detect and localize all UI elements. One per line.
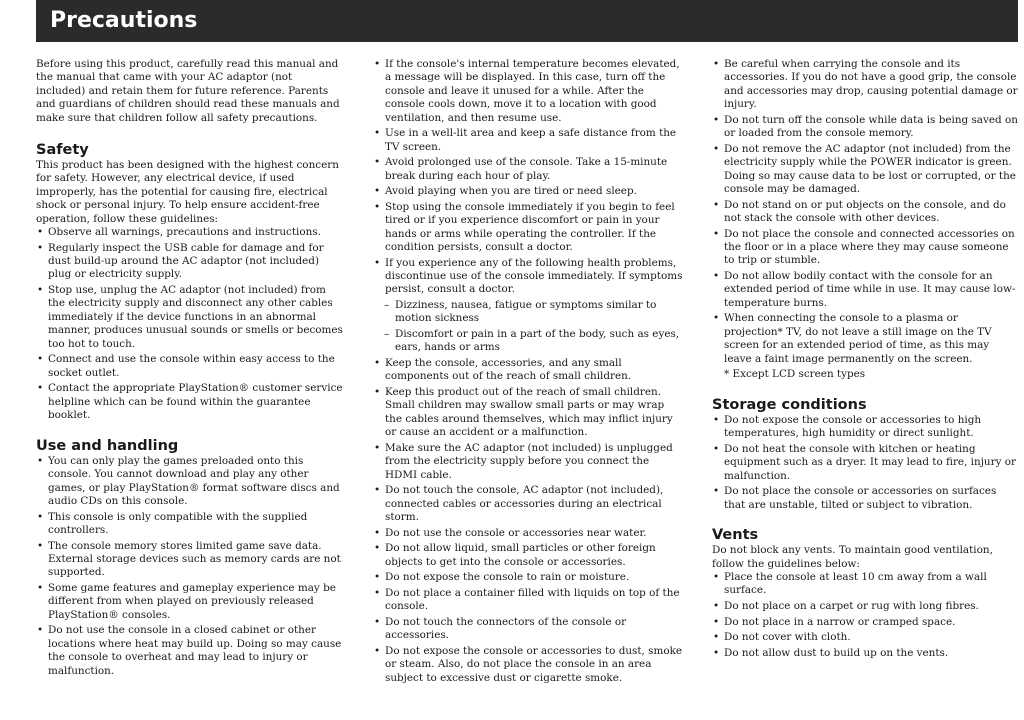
list-item: • Do not use the console in a closed cabinet or other locations where heat may build up. Doing so may cause the console to overheat and may lead to injury or malfunction. xyxy=(36,624,344,678)
use-handling-heading: Use and handling xyxy=(36,437,179,454)
vents-heading: Vents xyxy=(712,527,759,544)
storage-heading: Storage conditions xyxy=(712,396,867,413)
page-title: Precautions xyxy=(36,0,1018,42)
list-item: • Do not place a container filled with liquids on top of the console. xyxy=(373,587,684,614)
list-item: • Keep this product out of the reach of small children. Small children may swallow small parts or may wrap the cables around themselves, which may inflict injury or cause an accident or a malfunction. xyxy=(373,386,684,440)
list-item: • Do not expose the console or accessories to high temperatures, high humidity or direct sunlight. xyxy=(712,414,1018,441)
sub-list-item: – Discomfort or pain in a part of the body, such as eyes, ears, hands or arms xyxy=(373,328,684,355)
footnote: * Except LCD screen types xyxy=(724,368,866,381)
list-item: • Do not allow bodily contact with the console for an extended period of time while in use. It may cause low-temperature burns. xyxy=(712,270,1018,310)
list-item: • Do not place the console or accessories on surfaces that are unstable, tilted or subject to vibration. xyxy=(712,485,1018,512)
list-item: • Avoid prolonged use of the console. Take a 15-minute break during each hour of play. xyxy=(373,156,684,183)
list-item: • Do not remove the AC adaptor (not included) from the electricity supply while the POWER indicator is green. Doing so may cause data to be lost or corrupted, or the console may be damaged. xyxy=(712,143,1018,197)
list-item: • Place the console at least 10 cm away from a wall surface. xyxy=(712,571,1018,598)
list-item: • This console is only compatible with the supplied controllers. xyxy=(36,511,344,538)
list-item: • Do not stand on or put objects on the console, and do not stack the console with other devices. xyxy=(712,199,1018,226)
column-2 xyxy=(373,58,684,687)
list-item: • You can only play the games preloaded onto this console. You cannot download and play any other games, or play PlayStation® format software discs and audio CDs on this console. xyxy=(36,455,344,509)
storage-list xyxy=(712,414,1018,512)
list-item: • Make sure the AC adaptor (not included) is unplugged from the electricity supply before you connect the HDMI cable. xyxy=(373,442,684,482)
list-item: • Do not expose the console or accessories to dust, smoke or steam. Also, do not place the console in an area subject to excessive dust or cigarette smoke. xyxy=(373,645,684,685)
list-item: • Regularly inspect the USB cable for damage and for dust build-up around the AC adaptor (not included) plug or electricity supply. xyxy=(36,242,344,282)
list-item: • Do not place the console and connected accessories on the floor or in a place where they may cause someone to trip or stumble. xyxy=(712,228,1018,268)
list-item: • Do not use the console or accessories near water. xyxy=(373,527,684,540)
list-item: • Connect and use the console within easy access to the socket outlet. xyxy=(36,353,344,380)
list-item: • Stop using the console immediately if you begin to feel tired or if you experience discomfort or pain in your hands or arms while operating the controller. If the condition persists, consult a doctor. xyxy=(373,201,684,255)
column-3 xyxy=(712,58,1018,662)
use-handling-list xyxy=(36,455,344,678)
list-item: • Be careful when carrying the console and its accessories. If you do not have a good grip, the console and accessories may drop, causing potential damage or injury. xyxy=(712,58,1018,112)
list-item: • Do not allow dust to build up on the vents. xyxy=(712,647,1018,660)
vents-list xyxy=(712,571,1018,660)
list-item: • Some game features and gameplay experience may be different from when played on previously released PlayStation® consoles. xyxy=(36,582,344,622)
intro-paragraph: Before using this product, carefully read this manual and the manual that came with your AC adaptor (not included) and retain them for future reference. Parents and guardians of children should read these manuals and make sure that children follow all safety precautions. xyxy=(36,58,340,124)
list-item: • When connecting the console to a plasma or projection* TV, do not leave a still image on the TV screen for an extended period of time, as this may leave a faint image permanently on the screen. xyxy=(712,312,1018,366)
sub-list-item: – Dizziness, nausea, fatigue or symptoms similar to motion sickness xyxy=(373,299,684,326)
list-item: • Contact the appropriate PlayStation® customer service helpline which can be found within the guarantee booklet. xyxy=(36,382,344,422)
handling-list-continued xyxy=(373,58,684,685)
list-item: • Do not place on a carpet or rug with long fibres. xyxy=(712,600,1018,613)
handling-list-final xyxy=(712,58,1018,382)
list-item: • Do not touch the console, AC adaptor (not included), connected cables or accessories during an electrical storm. xyxy=(373,484,684,524)
list-item: • Use in a well-lit area and keep a safe distance from the TV screen. xyxy=(373,127,684,154)
list-item: • If the console's internal temperature becomes elevated, a message will be displayed. In this case, turn off the console and leave it unused for a while. After the console cools down, move it to a location with good ventilation, and then resume use. xyxy=(373,58,684,125)
list-item: • The console memory stores limited game save data. External storage devices such as memory cards are not supported. xyxy=(36,540,344,580)
safety-heading: Safety xyxy=(36,142,89,159)
safety-paragraph: This product has been designed with the highest concern for safety. However, any electrical device, if used improperly, has the potential for causing fire, electrical shock or personal injury. To help ensure accident-free operation, follow these guidelines: xyxy=(36,159,339,225)
vents-paragraph: Do not block any vents. To maintain good ventilation, follow the guidelines below: xyxy=(712,544,993,570)
list-item: • Do not allow liquid, small particles or other foreign objects to get into the console or accessories. xyxy=(373,542,684,569)
list-item: • Avoid playing when you are tired or need sleep. xyxy=(373,185,684,198)
list-item: • If you experience any of the following health problems, discontinue use of the console immediately. If symptoms persist, consult a doctor. xyxy=(373,257,684,297)
column-1 xyxy=(36,58,344,680)
list-item: • Do not expose the console to rain or moisture. xyxy=(373,571,684,584)
list-item: • Do not cover with cloth. xyxy=(712,631,1018,644)
list-item: • Do not turn off the console while data is being saved on or loaded from the console memory. xyxy=(712,114,1018,141)
list-item: • Observe all warnings, precautions and instructions. xyxy=(36,226,344,239)
list-item: • Do not touch the connectors of the console or accessories. xyxy=(373,616,684,643)
safety-list xyxy=(36,226,344,422)
list-item: • Stop use, unplug the AC adaptor (not included) from the electricity supply and disconnect any other cables immediately if the device functions in an abnormal manner, produces unusual sounds or smells or becomes too hot to touch. xyxy=(36,284,344,351)
list-item: • Keep the console, accessories, and any small components out of the reach of small children. xyxy=(373,357,684,384)
list-item: • Do not place in a narrow or cramped space. xyxy=(712,616,1018,629)
list-item: • Do not heat the console with kitchen or heating equipment such as a dryer. It may lead to fire, injury or malfunction. xyxy=(712,443,1018,483)
